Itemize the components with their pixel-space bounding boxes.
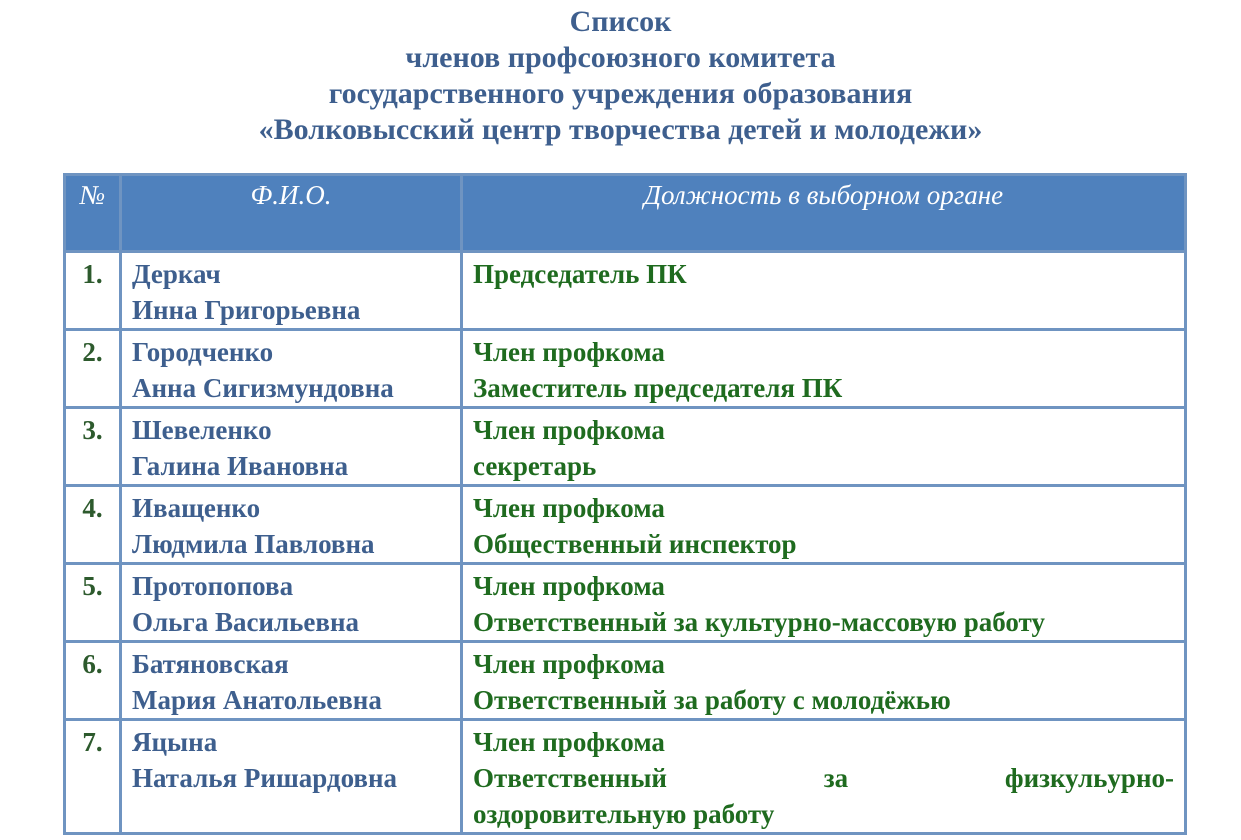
members-table [63,173,1187,835]
title-line-2: членов профсоюзного комитета [405,41,836,74]
position-line-2: секретарь [473,451,597,481]
position-line-1: Член профкома [473,337,665,367]
member-given-names: Галина Ивановна [132,451,349,481]
table-row [65,486,1186,564]
table-row [65,330,1186,408]
member-position [462,408,1186,486]
position-line-1: Член профкома [473,415,665,445]
member-given-names: Мария Анатольевна [132,685,382,715]
member-given-names: Инна Григорьевна [132,295,361,325]
title-line-4: «Волковысский центр творчества детей и молодежи» [258,113,983,146]
member-surname: Иващенко [132,493,261,523]
header-number: № [65,175,121,252]
title-line-3: государственного учреждения образования [328,77,913,110]
member-surname: Шевеленко [132,415,272,445]
member-given-names: Наталья Ришардовна [132,763,398,793]
member-name [121,486,462,564]
member-given-names: Людмила Павловна [132,529,375,559]
member-surname: Батяновская [132,649,289,679]
member-name [121,252,462,330]
position-line-1: Член профкома [473,649,665,679]
row-number: 7. [65,720,121,834]
table-row [65,720,1186,834]
member-name [121,564,462,642]
row-number: 6. [65,642,121,720]
position-line-3: оздоровительную работу [473,799,775,829]
position-line-2: Заместитель председателя ПК [473,373,843,403]
member-name [121,330,462,408]
position-line-1: Член профкома [473,727,665,757]
member-surname: Деркач [132,259,221,289]
member-given-names: Ольга Васильевна [132,607,360,637]
row-number: 1. [65,252,121,330]
position-line-1: Член профкома [473,571,665,601]
member-surname: Городченко [132,337,274,367]
position-line-2: Ответственный за культурно-массовую работу [473,607,1045,637]
member-given-names: Анна Сигизмундовна [132,373,394,403]
header-position: Должность в выборном органе [462,175,1186,252]
member-position [462,252,1186,330]
title-line-1: Список [569,5,672,38]
member-name [121,720,462,834]
member-name [121,408,462,486]
position-line-1: Член профкома [473,493,665,523]
position-line-2: Ответственный за работу с молодёжью [473,685,951,715]
member-position [462,330,1186,408]
row-number: 4. [65,486,121,564]
table-row [65,642,1186,720]
member-position [462,720,1186,834]
member-position [462,564,1186,642]
position-line-1: Председатель ПК [473,259,687,289]
table-header-row [65,175,1186,252]
table-row [65,564,1186,642]
member-surname: Протопопова [132,571,294,601]
member-name [121,642,462,720]
document-title [0,4,1241,148]
position-line-2: Ответственный за физкульурно- [473,763,1174,793]
row-number: 2. [65,330,121,408]
row-number: 5. [65,564,121,642]
position-line-2: Общественный инспектор [473,529,797,559]
member-surname: Яцына [132,727,218,757]
row-number: 3. [65,408,121,486]
member-position [462,486,1186,564]
member-position [462,642,1186,720]
table-row [65,408,1186,486]
header-full-name: Ф.И.О. [121,175,462,252]
table-row [65,252,1186,330]
